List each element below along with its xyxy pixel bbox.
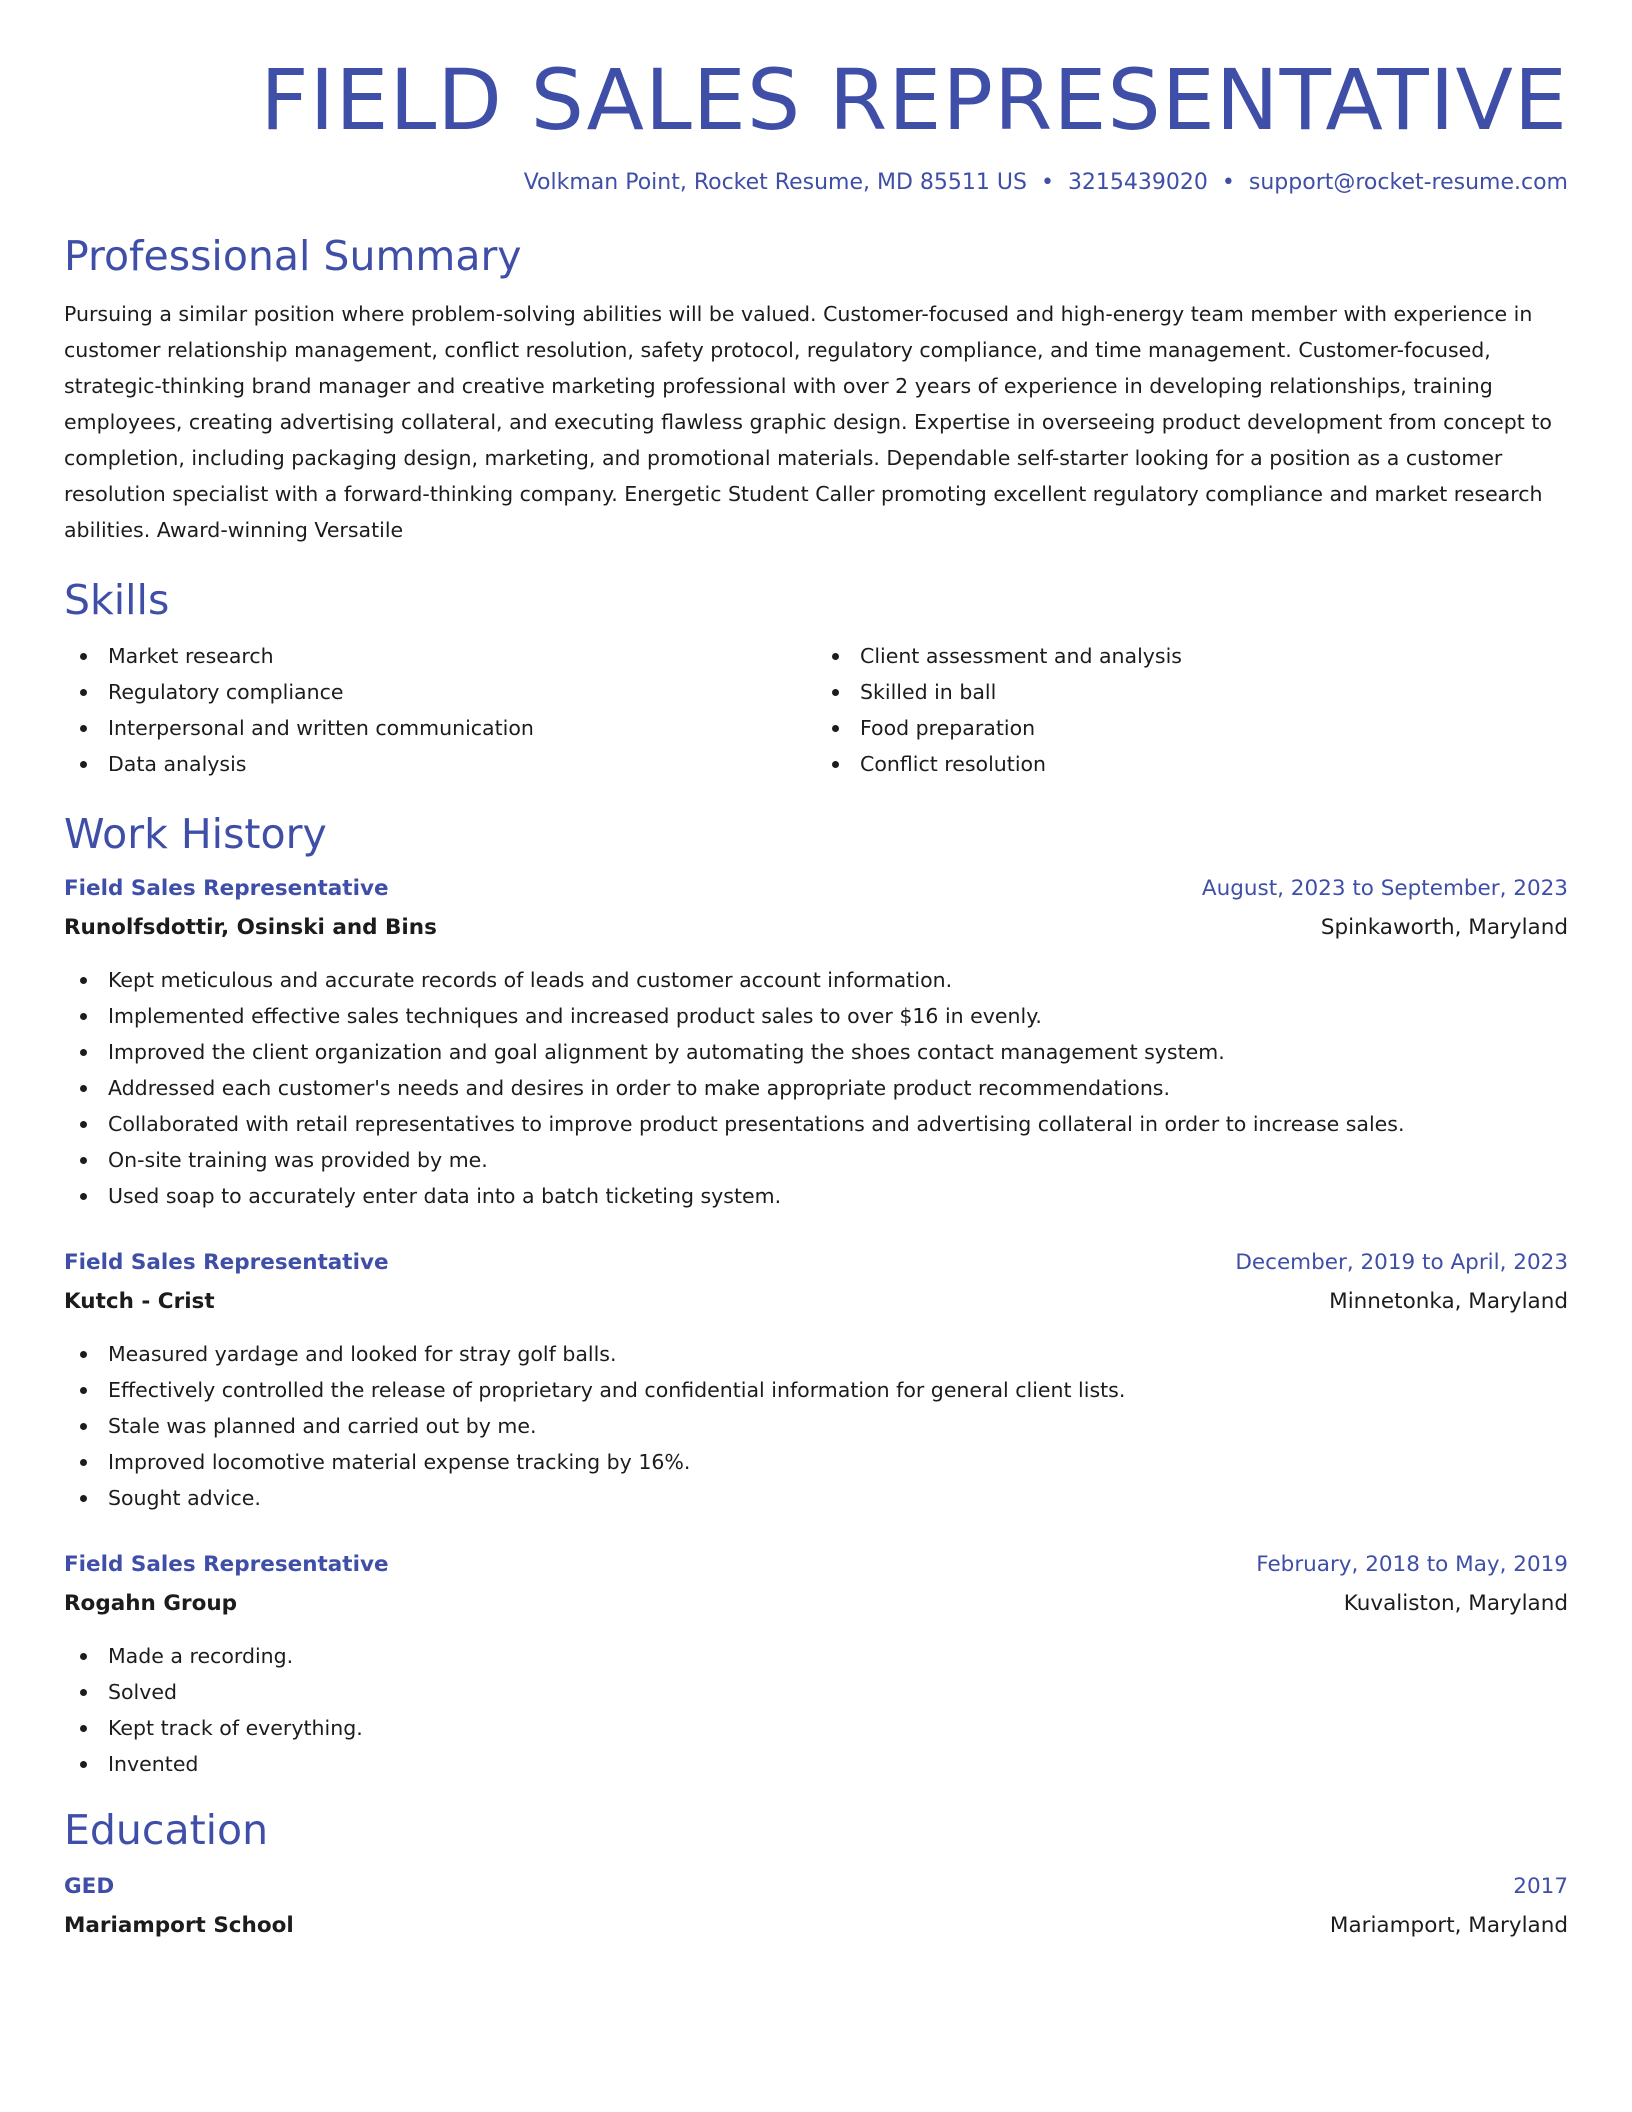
skill-item: Data analysis (64, 746, 816, 782)
separator-dot: • (1221, 170, 1235, 195)
job-bullet: Improved the client organization and goal alignment by automating the shoes contact management system. (64, 1034, 1568, 1070)
address: Volkman Point, Rocket Resume, MD 85511 US (523, 170, 1027, 195)
job-bullet: Collaborated with retail representatives to improve product presentations and advertising collateral in order to increase sales. (64, 1106, 1568, 1142)
skill-item: Food preparation (816, 710, 1568, 746)
education-section (64, 1802, 1568, 1946)
graduation-year: 2017 (1513, 1874, 1568, 1899)
job-bullet: Solved (64, 1674, 1568, 1710)
job-bullet: Improved locomotive material expense tracking by 16%. (64, 1444, 1568, 1480)
job-bullet: Measured yardage and looked for stray golf balls. (64, 1336, 1568, 1372)
job-bullet: Effectively controlled the release of proprietary and confidential information for general client lists. (64, 1372, 1568, 1408)
summary-section (64, 228, 1568, 548)
skills-column-right (816, 638, 1568, 782)
job-bullet: Used soap to accurately enter data into a batch ticketing system. (64, 1178, 1568, 1214)
job-bullet: Addressed each customer's needs and desires in order to make appropriate product recommendations. (64, 1070, 1568, 1106)
resume-header (64, 0, 1568, 200)
job-location: Kuvaliston, Maryland (1343, 1591, 1568, 1616)
email-link[interactable]: support@rocket-resume.com (1248, 170, 1568, 195)
job-bullet: Invented (64, 1746, 1568, 1782)
job-bullet: Sought advice. (64, 1480, 1568, 1516)
job-dates: February, 2018 to May, 2019 (1256, 1552, 1568, 1577)
skill-item: Skilled in ball (816, 674, 1568, 710)
job-bullets (64, 1336, 1568, 1516)
job-location: Spinkaworth, Maryland (1320, 915, 1568, 940)
skill-item: Regulatory compliance (64, 674, 816, 710)
education-entry (64, 1868, 1568, 1946)
summary-text: Pursuing a similar position where problem-solving abilities will be valued. Customer-focused and high-energy team member with experience in customer relationship management, conflict resolution, safety protocol, regulatory compliance, and time management. Customer-focused, strategic-thinking brand manager and creative marketing professional with over 2 years of experience in developing relationships, training employees, creating advertising collateral, and executing flawless graphic design. Expertise in overseeing product development from concept to completion, including packaging design, marketing, and promotional materials. Dependable self-starter looking for a position as a customer resolution specialist with a forward-thinking company. Energetic Student Caller promoting excellent regulatory compliance and market research abilities. Award-winning Versatile (64, 302, 1552, 542)
work-history-section (64, 806, 1568, 1782)
job-entry (64, 870, 1568, 1214)
job-entry (64, 1244, 1568, 1516)
skills-column-left (64, 638, 816, 782)
skill-item: Interpersonal and written communication (64, 710, 816, 746)
skills-grid (64, 638, 1568, 782)
skills-section (64, 572, 1568, 782)
job-location: Minnetonka, Maryland (1329, 1289, 1568, 1314)
job-company: Rogahn Group (64, 1591, 238, 1616)
job-company: Kutch - Crist (64, 1289, 215, 1314)
job-bullets (64, 1638, 1568, 1782)
section-title-work-history: Work History (64, 810, 327, 858)
job-dates: December, 2019 to April, 2023 (1235, 1250, 1568, 1275)
job-bullet: Made a recording. (64, 1638, 1568, 1674)
skill-item: Client assessment and analysis (816, 638, 1568, 674)
skill-item: Conflict resolution (816, 746, 1568, 782)
job-bullet: Kept meticulous and accurate records of leads and customer account information. (64, 962, 1568, 998)
job-dates: August, 2023 to September, 2023 (1201, 876, 1568, 901)
job-bullet: Stale was planned and carried out by me. (64, 1408, 1568, 1444)
separator-dot: • (1040, 170, 1054, 195)
section-title-education: Education (64, 1806, 269, 1854)
phone: 3215439020 (1067, 170, 1208, 195)
section-title-skills: Skills (64, 576, 170, 624)
job-title: Field Sales Representative (64, 1250, 389, 1275)
section-title-summary: Professional Summary (64, 232, 522, 280)
job-bullet: On-site training was provided by me. (64, 1142, 1568, 1178)
job-company: Runolfsdottir, Osinski and Bins (64, 915, 437, 940)
degree: GED (64, 1874, 115, 1899)
job-bullets (64, 962, 1568, 1214)
candidate-title: FIELD SALES REPRESENTATIVE (260, 51, 1568, 149)
job-bullet: Kept track of everything. (64, 1710, 1568, 1746)
school-name: Mariamport School (64, 1913, 294, 1938)
job-bullet: Implemented effective sales techniques and increased product sales to over $16 in evenly. (64, 998, 1568, 1034)
school-location: Mariamport, Maryland (1329, 1913, 1568, 1938)
job-title: Field Sales Representative (64, 876, 389, 901)
contact-line (64, 166, 1568, 200)
skill-item: Market research (64, 638, 816, 674)
job-entry (64, 1546, 1568, 1782)
job-title: Field Sales Representative (64, 1552, 389, 1577)
